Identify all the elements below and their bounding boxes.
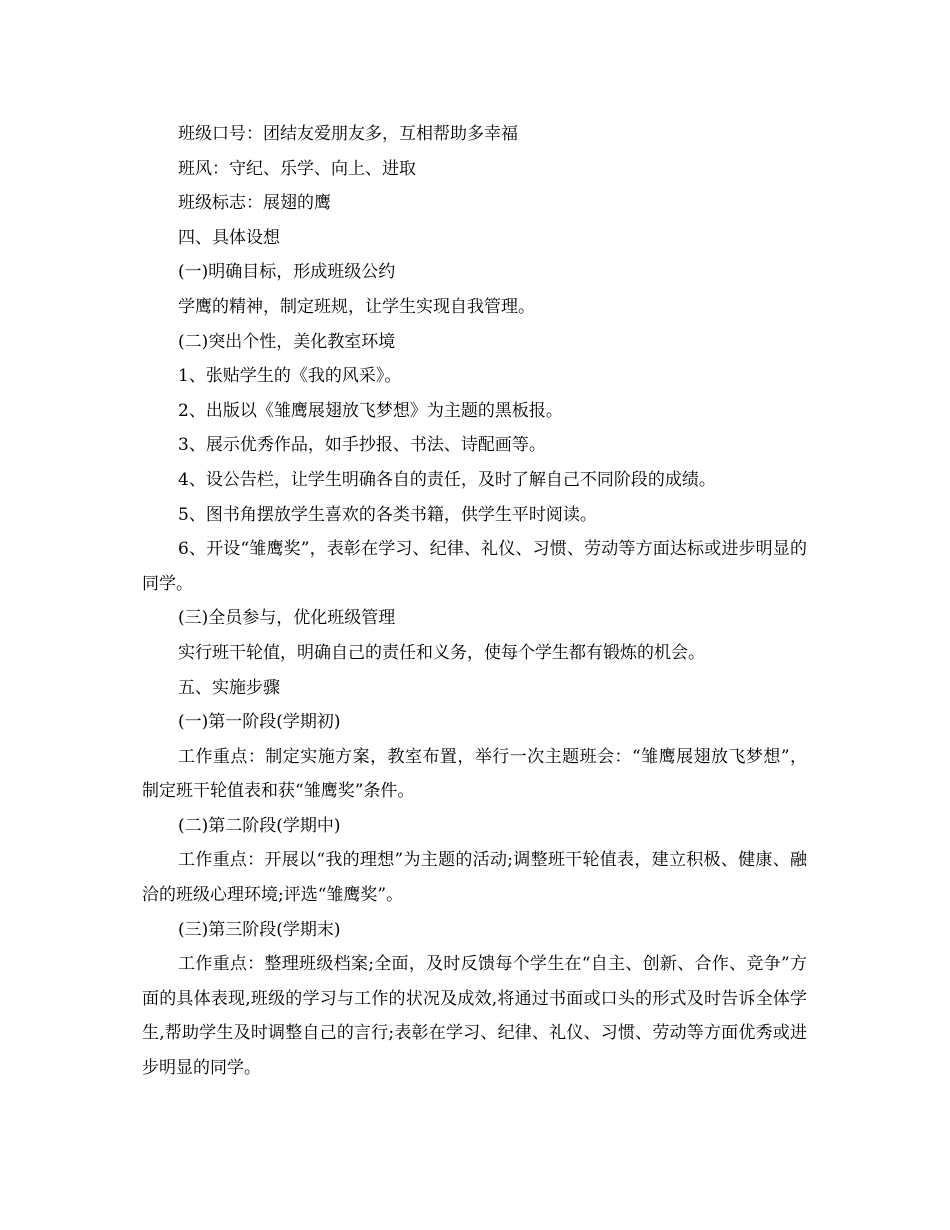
subheading-stage-2: (二)第二阶段(学期中) bbox=[178, 815, 341, 836]
paragraph-stage-3: 工作重点：整理班级档案;全面，及时反馈每个学生在“自主、创新、合作、竞争”方面的具体表现,班级的学习与工作的状况及成效,将通过书面或口头的形式及时告诉全体学生,帮助学生及时调整自己的言行;表彰在学习、纪律、礼仪、习惯、劳动等方面优秀或进步明显的同学。 bbox=[142, 954, 807, 1079]
document-body bbox=[142, 117, 807, 1086]
section-heading-steps: 五、实施步骤 bbox=[178, 677, 280, 698]
paragraph-management: 实行班干轮值，明确自己的责任和义务，使每个学生都有锻炼的机会。 bbox=[178, 642, 705, 663]
list-item-4: 4、设公告栏，让学生明确各自的责任，及时了解自己不同阶段的成绩。 bbox=[178, 469, 716, 490]
list-item-3: 3、展示优秀作品，如手抄报、书法、诗配画等。 bbox=[178, 435, 546, 456]
class-emblem: 班级标志：展翅的鹰 bbox=[178, 193, 331, 214]
list-item-6: 6、开设“雏鹰奖”，表彰在学习、纪律、礼仪、习惯、劳动等方面达标或进步明显的同学。 bbox=[142, 539, 807, 594]
subheading-stage-1: (一)第一阶段(学期初) bbox=[178, 712, 341, 733]
list-item-2: 2、出版以《雏鹰展翅放飞梦想》为主题的黑板报。 bbox=[178, 400, 563, 421]
paragraph-goals: 学鹰的精神，制定班规，让学生实现自我管理。 bbox=[178, 296, 535, 317]
list-item-1: 1、张贴学生的《我的风采》。 bbox=[178, 366, 402, 387]
paragraph-stage-2: 工作重点：开展以“我的理想”为主题的活动;调整班干轮值表，建立积极、健康、融洽的班级心理环境;评选“雏鹰奖”。 bbox=[142, 850, 807, 906]
subheading-stage-3: (三)第三阶段(学期末) bbox=[178, 919, 341, 940]
class-style: 班风：守纪、乐学、向上、进取 bbox=[178, 158, 416, 179]
paragraph-stage-1: 工作重点：制定实施方案，教室布置，举行一次主题班会：“雏鹰展翅放飞梦想”，制定班干轮值表和获“雏鹰奖”条件。 bbox=[142, 746, 807, 802]
subheading-management: (三)全员参与，优化班级管理 bbox=[178, 608, 396, 629]
class-slogan: 班级口号：团结友爱朋友多，互相帮助多幸福 bbox=[178, 124, 518, 144]
section-heading-plans: 四、具体设想 bbox=[178, 227, 280, 248]
subheading-goals: (一)明确目标，形成班级公约 bbox=[178, 262, 396, 283]
list-item-5: 5、图书角摆放学生喜欢的各类书籍，供学生平时阅读。 bbox=[178, 504, 597, 525]
subheading-environment: (二)突出个性，美化教室环境 bbox=[178, 331, 396, 352]
